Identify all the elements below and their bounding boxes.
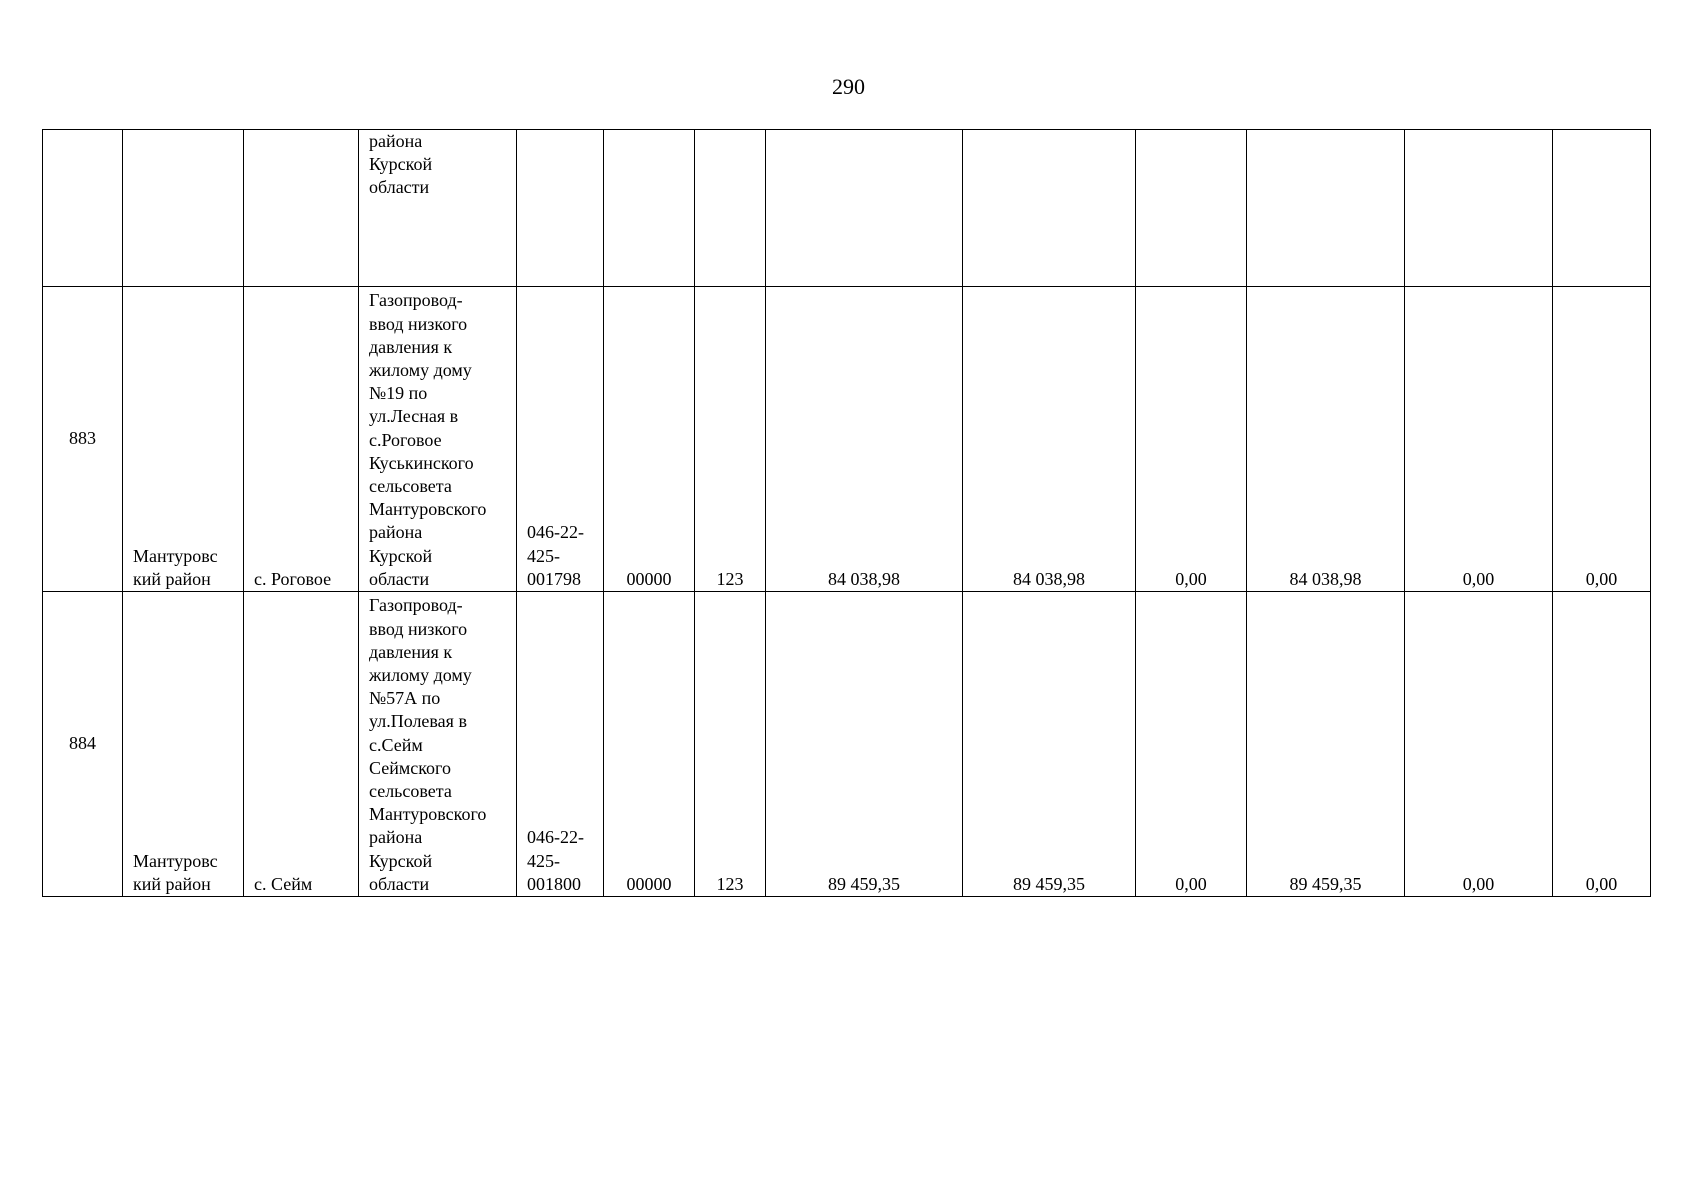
cell-description: Газопровод- ввод низкого давления к жилому дому №19 по ул.Лесная в с.Роговое Куськинского сельсовета Мантуровского района Курской области [359,287,517,592]
table-row [43,592,1651,897]
cell-v4: 89 459,35 [1247,592,1405,897]
cell-code2: 00000 [604,592,695,897]
data-table [42,129,1651,897]
cell-v4: 84 038,98 [1247,287,1405,592]
cell-no: 883 [43,287,123,592]
cell-code3 [695,130,766,287]
cell-code3: 123 [695,287,766,592]
cell-v1: 84 038,98 [766,287,963,592]
cell-v6: 0,00 [1553,287,1651,592]
cell-description: района Курской области [359,130,517,287]
cell-code2: 00000 [604,287,695,592]
cell-v4 [1247,130,1405,287]
cell-settlement [244,130,359,287]
cell-v6 [1553,130,1651,287]
cell-reg-code [517,130,604,287]
cell-v5: 0,00 [1405,287,1553,592]
cell-v1 [766,130,963,287]
cell-v2: 84 038,98 [963,287,1136,592]
cell-v3: 0,00 [1136,287,1247,592]
cell-reg-code: 046-22- 425- 001798 [517,287,604,592]
cell-v5 [1405,130,1553,287]
cell-district: Мантуровс кий район [123,287,244,592]
cell-v2 [963,130,1136,287]
cell-v3 [1136,130,1247,287]
cell-v5: 0,00 [1405,592,1553,897]
cell-no [43,130,123,287]
cell-v1: 89 459,35 [766,592,963,897]
cell-reg-code: 046-22- 425- 001800 [517,592,604,897]
table-row [43,287,1651,592]
cell-v2: 89 459,35 [963,592,1136,897]
cell-v3: 0,00 [1136,592,1247,897]
cell-district [123,130,244,287]
cell-description: Газопровод- ввод низкого давления к жилому дому №57А по ул.Полевая в с.Сейм Сеймского сельсовета Мантуровского района Курской области [359,592,517,897]
table-row-continuation [43,130,1651,287]
cell-no: 884 [43,592,123,897]
cell-district: Мантуровс кий район [123,592,244,897]
cell-settlement: с. Сейм [244,592,359,897]
cell-code3: 123 [695,592,766,897]
cell-code2 [604,130,695,287]
page-number: 290 [832,74,865,99]
cell-v6: 0,00 [1553,592,1651,897]
cell-settlement: с. Роговое [244,287,359,592]
